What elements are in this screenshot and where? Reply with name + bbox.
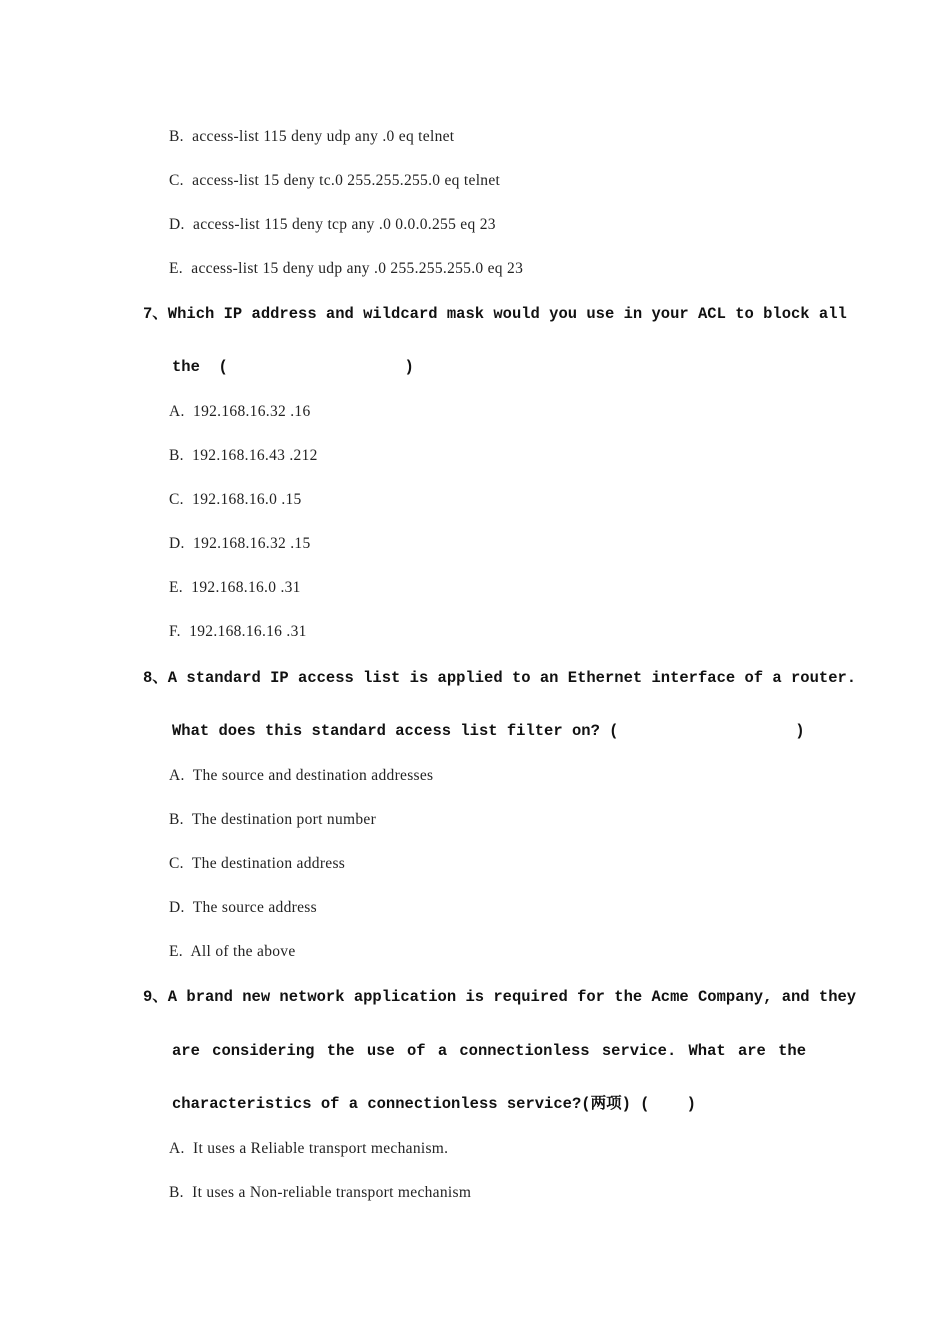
q8-option-c: C. The destination address [169,855,346,872]
q8-option-e: E. All of the above [169,943,296,960]
q8-option-b: B. The destination port number [169,811,377,828]
q7-option-f: F. 192.168.16.16 .31 [169,623,307,640]
q7-option-c: C. 192.168.16.0 .15 [169,491,302,508]
q8-question-line1: 8、A standard IP access list is applied to an Ethernet interface of a router. [143,669,857,687]
q9-question-line1: 9、A brand new network application is required for the Acme Company, and they [143,988,857,1006]
q7-question-line1: 7、Which IP address and wildcard mask would you use in your ACL to block all [143,305,847,323]
q8-question-line2: What does this standard access list filter on? ( ) [172,722,805,740]
q8-option-a: A. The source and destination addresses [169,767,434,784]
q6-option-e: E. access-list 15 deny udp any .0 255.255.255.0 eq 23 [169,260,524,277]
q7-question-line2: the ( ) [172,358,414,376]
q7-option-d: D. 192.168.16.32 .15 [169,535,311,552]
q7-option-b: B. 192.168.16.43 .212 [169,447,318,464]
q9-option-b: B. It uses a Non-reliable transport mechanism [169,1184,472,1201]
q7-option-e: E. 192.168.16.0 .31 [169,579,301,596]
q7-option-a: A. 192.168.16.32 .16 [169,403,311,420]
q6-option-d: D. access-list 115 deny tcp any .0 0.0.0.255 eq 23 [169,216,496,233]
q9-question-line2: are considering the use of a connectionless service. What are the [172,1042,806,1060]
q9-option-a: A. It uses a Reliable transport mechanism. [169,1140,449,1157]
q9-question-line3: characteristics of a connectionless service?(两项) ( ) [172,1095,696,1113]
q6-option-b: B. access-list 115 deny udp any .0 eq telnet [169,128,455,145]
q6-option-c: C. access-list 15 deny tc.0 255.255.255.0 eq telnet [169,172,501,189]
q8-option-d: D. The source address [169,899,317,916]
